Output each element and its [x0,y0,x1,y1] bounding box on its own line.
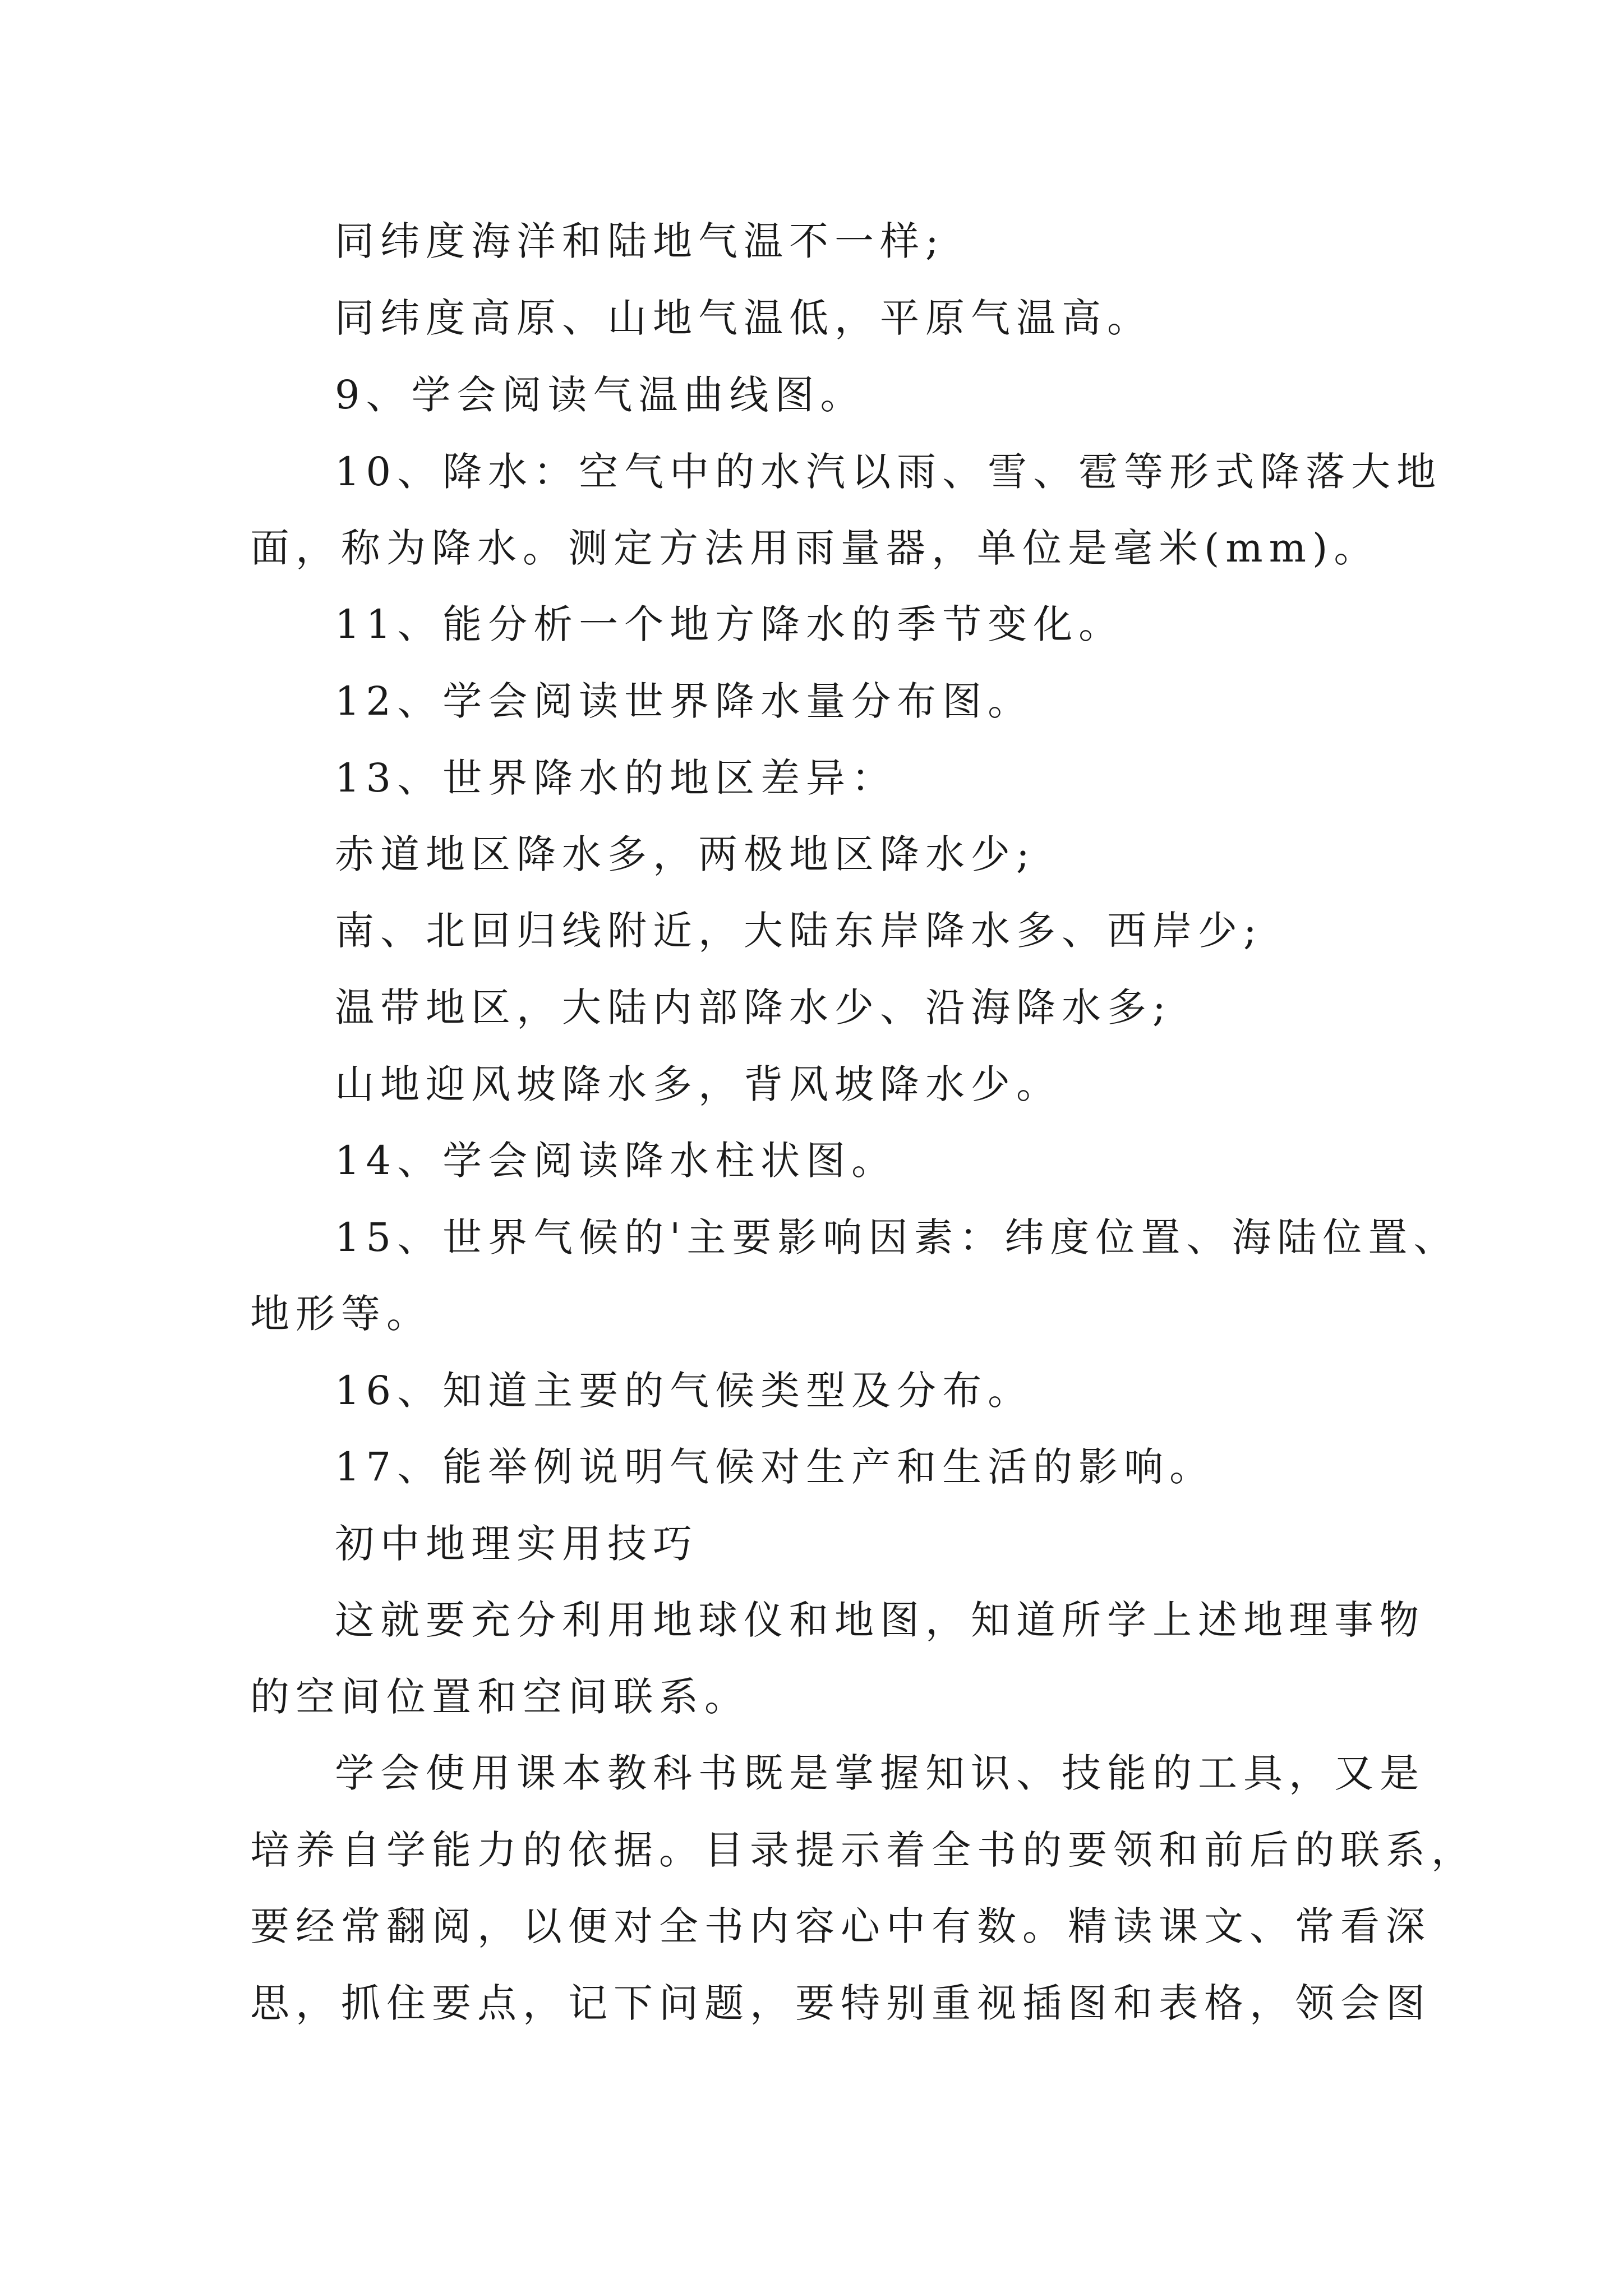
text-line: 要经常翻阅，以便对全书内容心中有数。精读课文、常看深 [250,1903,1431,1949]
text-line: 14、学会阅读降水柱状图。 [335,1138,897,1184]
text-line: 赤道地区降水多，两极地区降水少; [335,831,1036,877]
text-line: 11、能分析一个地方降水的季节变化。 [335,601,1124,647]
text-line: 学会使用课本教科书既是掌握知识、技能的工具，又是 [335,1750,1425,1796]
text-line: 思，抓住要点，记下问题，要特别重视插图和表格，领会图 [250,1980,1431,2026]
text-line: 13、世界降水的地区差异： [335,755,897,801]
text-line: 12、学会阅读世界降水量分布图。 [335,678,1034,724]
text-line: 面，称为降水。测定方法用雨量器，单位是毫米(mm)。 [250,525,1380,571]
text-line: 17、能举例说明气候对生产和生活的影响。 [335,1444,1215,1490]
text-line: 地形等。 [250,1291,432,1337]
text-line: 10、降水：空气中的水汽以雨、雪、雹等形式降落大地 [335,449,1442,495]
text-line: 16、知道主要的气候类型及分布。 [335,1368,1034,1414]
text-line: 南、北回归线附近，大陆东岸降水多、西岸少; [335,908,1263,954]
text-line: 培养自学能力的依据。目录提示着全书的要领和前后的联系， [250,1827,1477,1873]
text-line: 山地迎风坡降水多，背风坡降水少。 [335,1061,1062,1107]
text-line: 这就要充分利用地球仪和地图，知道所学上述地理事物 [335,1597,1425,1643]
text-line: 同纬度高原、山地气温低，平原气温高。 [335,295,1152,341]
text-line: 的空间位置和空间联系。 [250,1674,750,1720]
text-line: 同纬度海洋和陆地气温不一样; [335,218,945,264]
section-heading: 初中地理实用技巧 [335,1521,698,1567]
text-line: 9、学会阅读气温曲线图。 [335,372,866,418]
text-line: 15、世界气候的'主要影响因素：纬度位置、海陆位置、 [335,1214,1459,1260]
text-line: 温带地区，大陆内部降水少、沿海降水多; [335,984,1172,1030]
